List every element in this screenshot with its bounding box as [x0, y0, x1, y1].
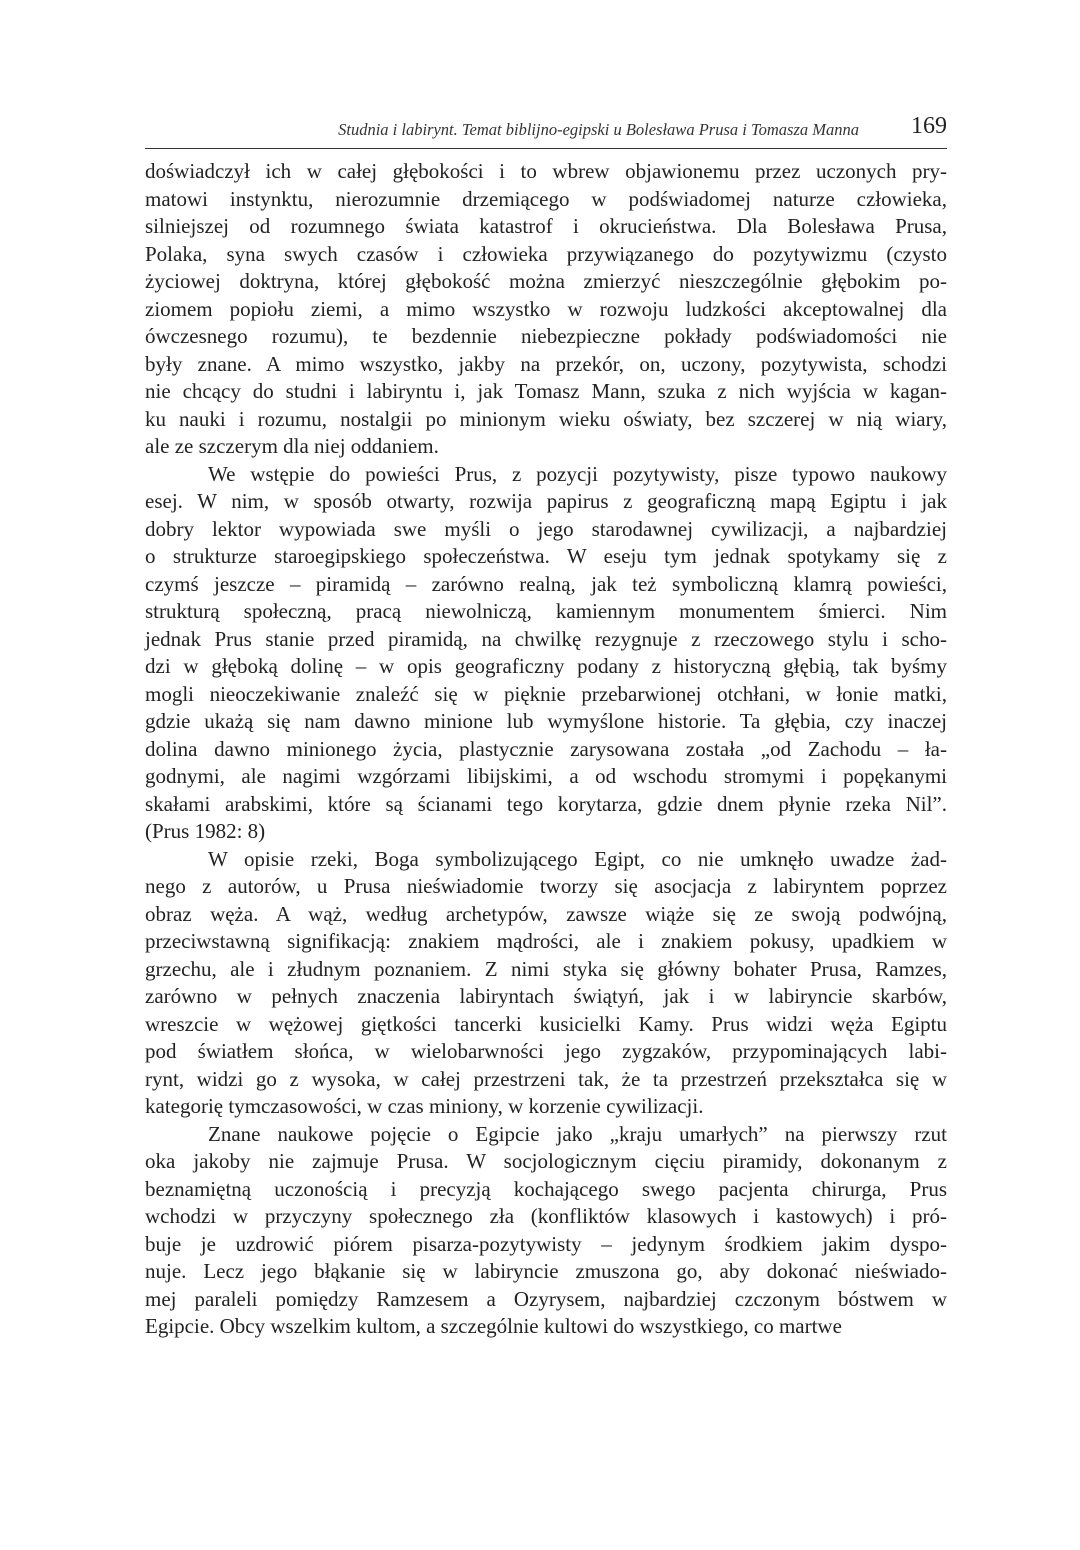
text-line: obraz węża. A wąż, według archetypów, zawsze wiąże się ze swoją podwójną,: [145, 901, 947, 926]
text-line: ziomem popiołu ziemi, a mimo wszystko w rozwoju ludzkości akceptowalnej dla: [145, 296, 947, 321]
text-line: przeciwstawną signifikacją: znakiem mądrości, ale i znakiem pokusy, upadkiem w: [145, 929, 947, 953]
text-line: We wstępie do powieści Prus, z pozycji pozytywisty, pisze typowo naukowy: [208, 461, 947, 486]
text-line: matowi instynktu, nierozumnie drzemiącego w podświadomej naturze człowieka,: [145, 186, 947, 211]
paragraph: [145, 158, 947, 461]
text-line: mogli nieoczekiwanie znaleźć się w pięknie przebarwionej otchłani, w łonie matki,: [145, 681, 947, 706]
text-line: (Prus 1982: 8): [145, 819, 266, 843]
paragraph: [145, 846, 947, 1121]
text-line: buje je uzdrowić piórem pisarza-pozytywisty – jedynym środkiem jakim dyspo-: [145, 1231, 947, 1256]
text-line: Polaka, syna swych czasów i człowieka przywiązanego do pozytywizmu (czysto: [145, 241, 947, 266]
book-page: [145, 112, 947, 1341]
text-line: dobry lektor wypowiada swe myśli o jego starodawnej cywilizacji, a najbardziej: [145, 516, 947, 541]
text-line: nego z autorów, u Prusa nieświadomie tworzy się asocjacja z labiryntem poprzez: [145, 874, 947, 898]
text-line: jednak Prus stanie przed piramidą, na chwilkę rezygnuje z rzeczowego stylu i scho-: [145, 626, 947, 651]
text-line: nie chcący do studni i labiryntu i, jak Tomasz Mann, szuka z nich wyjścia w kagan-: [145, 379, 947, 403]
text-line: kategorię tymczasowości, w czas miniony, w korzenie cywilizacji.: [145, 1094, 704, 1118]
text-line: nuje. Lecz jego błąkanie się w labiryncie zmuszona go, aby dokonać nieświado-: [145, 1259, 947, 1283]
text-line: silniejszej od rozumnego świata katastrof i okrucieństwa. Dla Bolesława Prusa,: [145, 214, 947, 238]
text-line: dzi w głęboką dolinę – w opis geograficzny podany z historyczną głębią, tak byśmy: [145, 654, 947, 678]
body-text: [145, 158, 947, 1341]
paragraph: [145, 461, 947, 846]
text-line: mej paraleli pomiędzy Ramzesem a Ozyrysem, najbardziej czczonym bóstwem w: [145, 1286, 947, 1311]
text-line: godnymi, ale nagimi wzgórzami libijskimi, a od wschodu stromymi i popękanymi: [145, 764, 947, 788]
text-line: skałami arabskimi, które są ścianami tego korytarza, gdzie dnem płynie rzeka Nil”.: [145, 791, 947, 816]
text-line: beznamiętną uczonością i precyzją kochającego swego pacjenta chirurga, Prus: [145, 1176, 947, 1201]
page-number: 169: [911, 113, 947, 139]
text-line: czymś jeszcze – piramidą – zarówno realną, jak też symboliczną klamrą powieści,: [145, 571, 947, 596]
text-line: grzechu, ale i złudnym poznaniem. Z nimi styka się główny bohater Prusa, Ramzes,: [145, 956, 947, 981]
text-line: doświadczył ich w całej głębokości i to wbrew objawionemu przez uczonych pry-: [145, 159, 947, 183]
text-line: ku nauki i rozumu, nostalgii po minionym wieku oświaty, bez szczerej w nią wiary,: [145, 406, 947, 431]
text-line: wreszcie w wężowej giętkości tancerki kusicielki Kamy. Prus widzi węża Egiptu: [145, 1011, 947, 1036]
text-line: wchodzi w przyczyny społecznego zła (konfliktów klasowych i kastowych) i pró-: [145, 1204, 947, 1228]
text-line: ówczesnego rozumu), te bezdennie niebezpieczne pokłady podświadomości nie: [145, 324, 947, 348]
text-line: życiowej doktryna, której głębokość można zmierzyć nieszczególnie głębokim po-: [145, 269, 947, 293]
text-line: zarówno w pełnych znaczenia labiryntach świątyń, jak i w labiryncie skarbów,: [145, 984, 947, 1008]
text-line: W opisie rzeki, Boga symbolizującego Egipt, co nie umknęło uwadze żad-: [208, 846, 947, 871]
text-line: esej. W nim, w sposób otwarty, rozwija papirus z geograficzną mapą Egiptu i jak: [145, 489, 947, 513]
text-line: Znane naukowe pojęcie o Egipcie jako „kraju umarłych” na pierwszy rzut: [208, 1121, 947, 1146]
text-line: Egipcie. Obcy wszelkim kultom, a szczególnie kultowi do wszystkiego, co martwe: [145, 1314, 842, 1338]
text-line: strukturą społeczną, pracą niewolniczą, kamiennym monumentem śmierci. Nim: [145, 599, 947, 623]
text-line: o strukturze staroegipskiego społeczeństwa. W eseju tym jednak spotykamy się z: [145, 544, 947, 568]
text-line: były znane. A mimo wszystko, jakby na przekór, on, uczony, pozytywista, schodzi: [145, 351, 947, 376]
paragraph: [145, 1121, 947, 1341]
text-line: pod światłem słońca, w wielobarwności jego zygzaków, przypominających labi-: [145, 1039, 947, 1063]
text-line: oka jakoby nie zajmuje Prusa. W socjologicznym cięciu piramidy, dokonanym z: [145, 1149, 947, 1173]
text-line: ale ze szczerym dla niej oddaniem.: [145, 434, 439, 458]
running-header: [145, 112, 947, 149]
text-line: gdzie ukażą się nam dawno minione lub wymyślone historie. Ta głębia, czy inaczej: [145, 709, 947, 733]
text-line: rynt, widzi go z wysoka, w całej przestrzeni tak, że ta przestrzeń przekształca się w: [145, 1066, 947, 1091]
text-line: dolina dawno minionego życia, plastycznie zarysowana została „od Zachodu – ła-: [145, 736, 947, 761]
running-title: Studnia i labirynt. Temat biblijno-egipski u Bolesława Prusa i Tomasza Manna: [338, 120, 859, 139]
